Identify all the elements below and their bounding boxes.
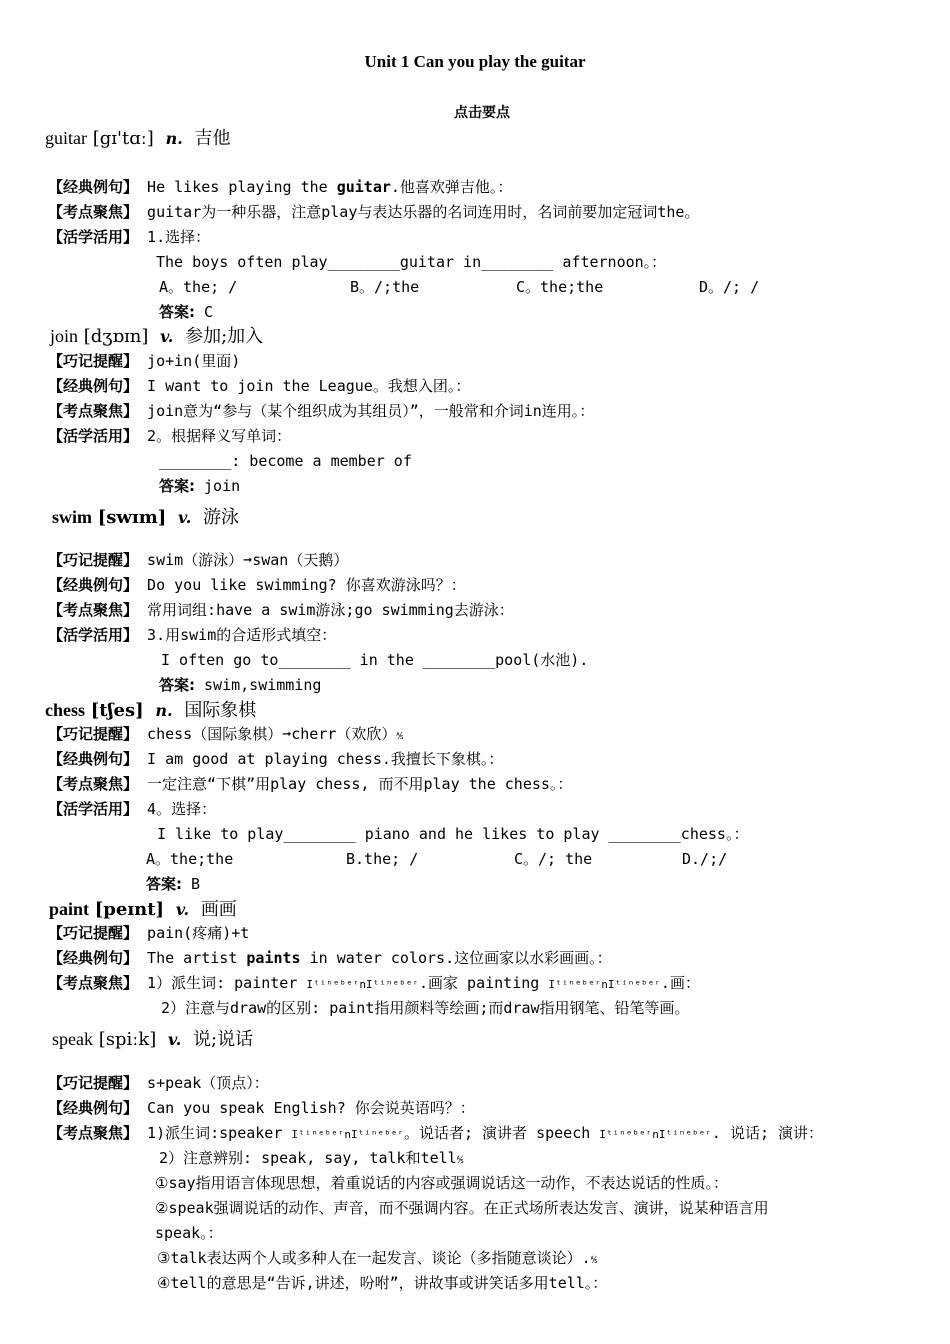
paint-memory: 【巧记提醒】 pain(疼痛)+t <box>48 924 250 942</box>
phonetic-placeholder-icon: IᵗⁱⁿᵉᵇᵉʳnIᵗⁱⁿᵉᵇᵉʳ <box>548 978 661 991</box>
option-b: B。/;the <box>350 278 420 296</box>
speak-example: 【经典例句】 Can you speak English? 你会说英语吗？： <box>48 1099 475 1117</box>
guitar-focus: 【考点聚焦】 guitar为一种乐器，注意play与表达乐器的名词连用时，名词前要加定冠词the。 <box>48 203 700 221</box>
meaning: 国际象棋 <box>184 700 257 721</box>
speak-item-1: ①say指用语言体现思想，着重说话的内容或强调说话这一动作，不表达说话的性质。： <box>155 1174 729 1192</box>
phonetic: [swɪm] <box>97 507 167 528</box>
option-c: C。/; the <box>514 850 593 868</box>
swim-focus: 【考点聚焦】 常用词组:have a swim游泳;go swimming去游泳： <box>48 601 514 619</box>
entry-chess-header <box>45 696 256 722</box>
part-of-speech: n. <box>165 129 183 148</box>
part-of-speech: n. <box>155 701 173 720</box>
speak-memory: 【巧记提醒】 s+peak（顶点）： <box>48 1074 269 1092</box>
meaning: 说;说话 <box>193 1029 254 1050</box>
part-of-speech: v. <box>168 1030 182 1049</box>
join-focus: 【考点聚焦】 join意为“参与（某个组织成为其组员）”，一般常和介词in连用。： <box>48 402 595 420</box>
option-d: D。/; / <box>699 278 760 296</box>
phonetic-placeholder-icon: IᵗⁱⁿᵉᵇᵉʳnIᵗⁱⁿᵉᵇᵉʳ <box>291 1128 404 1141</box>
swim-practice: 【活学活用】 3.用swim的合适形式填空： <box>48 626 337 644</box>
join-example: 【经典例句】 I want to join the League。我想入团。： <box>48 377 471 395</box>
paint-focus-2: 2）注意与draw的区别: paint指用颜料等绘画;而draw指用钢笔、铅笔等画。 <box>161 999 690 1017</box>
guitar-practice: 【活学活用】 1.选择： <box>48 228 211 246</box>
headword: join <box>50 326 79 346</box>
guitar-example: 【经典例句】 He likes playing the guitar.他喜欢弹吉他。： <box>48 178 513 196</box>
swim-answer: 答案: swim,swimming <box>159 676 322 694</box>
join-practice: 【活学活用】 2。根据释义写单词： <box>48 427 292 445</box>
speak-item-2: ②speak强调说话的动作、声音，而不强调内容。在正式场所表达发言、演讲，说某种语言用 <box>155 1199 769 1217</box>
swim-question: I often go to________ in the ________pool(水池). <box>161 651 589 669</box>
meaning: 游泳 <box>203 507 240 528</box>
paint-example: 【经典例句】 The artist paints in water colors.这位画家以水彩画画。： <box>48 949 612 967</box>
guitar-answer: 答案: C <box>159 303 214 321</box>
headword: guitar <box>45 128 87 148</box>
headword: paint <box>49 899 90 919</box>
chess-memory: 【巧记提醒】 chess（国际象棋）➞cherr（欢欣）⅍ <box>48 725 403 743</box>
headword: swim <box>52 507 92 527</box>
speak-item-4: ④tell的意思是“告诉,讲述，吩咐”，讲故事或讲笑话多用tell。： <box>157 1274 608 1292</box>
page-title: Unit 1 Can you play the guitar <box>364 52 586 71</box>
part-of-speech: v. <box>175 900 190 919</box>
entry-speak-header <box>52 1025 253 1051</box>
headword: speak <box>52 1029 93 1049</box>
meaning: 参加;加入 <box>185 326 264 347</box>
meaning: 画画 <box>200 899 237 920</box>
phonetic: [tʃes] <box>90 700 144 721</box>
part-of-speech: v. <box>160 327 174 346</box>
option-b: B.the; / <box>346 850 419 868</box>
speak-item-2-cont: speak。： <box>155 1224 223 1242</box>
option-d: D./;/ <box>682 850 728 868</box>
entry-guitar-header <box>45 124 231 150</box>
join-question: ________: become a member of <box>159 452 412 470</box>
page-subtitle: 点击要点 <box>454 105 510 121</box>
link-mark-icon: ⅍ <box>590 1253 598 1266</box>
phonetic-placeholder-icon: IᵗⁱⁿᵉᵇᵉʳnIᵗⁱⁿᵉᵇᵉʳ <box>599 1128 712 1141</box>
chess-answer: 答案: B <box>146 875 201 893</box>
phonetic: [peɪnt] <box>94 899 165 920</box>
chess-practice: 【活学活用】 4。选择： <box>48 800 217 818</box>
swim-example: 【经典例句】 Do you like swimming? 你喜欢游泳吗？： <box>48 576 466 594</box>
paint-focus: 【考点聚焦】 1）派生词: painter IᵗⁱⁿᵉᵇᵉʳnIᵗⁱⁿᵉᵇᵉʳ.画家 painting IᵗⁱⁿᵉᵇᵉʳnIᵗⁱⁿᵉᵇᵉʳ.画： <box>48 974 700 992</box>
guitar-question: The boys often play________guitar in________ afternoon。： <box>156 253 667 271</box>
link-mark-icon: ⅍ <box>396 729 403 742</box>
option-a: A。the; / <box>159 278 238 296</box>
chess-focus: 【考点聚焦】 一定注意“下棋”用play chess, 而不用play the chess。： <box>48 775 573 793</box>
speak-focus: 【考点聚焦】 1)派生词:speaker IᵗⁱⁿᵉᵇᵉʳnIᵗⁱⁿᵉᵇᵉʳ。说话者; 演讲者 speech IᵗⁱⁿᵉᵇᵉʳnIᵗⁱⁿᵉᵇᵉʳ. 说话; 演讲： <box>48 1124 824 1142</box>
phonetic: [dʒɒɪn] <box>83 326 149 347</box>
meaning: 吉他 <box>194 128 231 149</box>
swim-memory: 【巧记提醒】 swim（游泳）➞swan（天鹅） <box>48 551 349 569</box>
option-c: C。the;the <box>516 278 604 296</box>
tag-example: 【经典例句】 <box>48 178 139 196</box>
entry-paint-header <box>49 895 237 921</box>
phonetic: [spiːk] <box>98 1029 157 1050</box>
part-of-speech: v. <box>178 508 192 527</box>
phonetic-placeholder-icon: IᵗⁱⁿᵉᵇᵉʳnIᵗⁱⁿᵉᵇᵉʳ <box>306 978 419 991</box>
join-memory: 【巧记提醒】 jo+in(里面) <box>48 352 241 370</box>
option-a: A。the;the <box>146 850 234 868</box>
entry-swim-header <box>52 503 239 529</box>
entry-join-header <box>50 322 263 348</box>
speak-focus-2: 2）注意辨别: speak, say, talk和tell⅍ <box>159 1149 464 1167</box>
chess-question: I like to play________ piano and he likes to play ________chess。： <box>157 825 749 843</box>
join-answer: 答案: join <box>159 477 241 495</box>
headword: chess <box>45 700 85 720</box>
link-mark-icon: ⅍ <box>456 1153 464 1166</box>
speak-item-3: ③talk表达两个人或多种人在一起发言、谈论（多指随意谈论）.⅍ <box>157 1249 598 1267</box>
chess-example: 【经典例句】 I am good at playing chess.我擅长下象棋。： <box>48 750 504 768</box>
phonetic: [gɪ'tɑː] <box>92 128 154 149</box>
